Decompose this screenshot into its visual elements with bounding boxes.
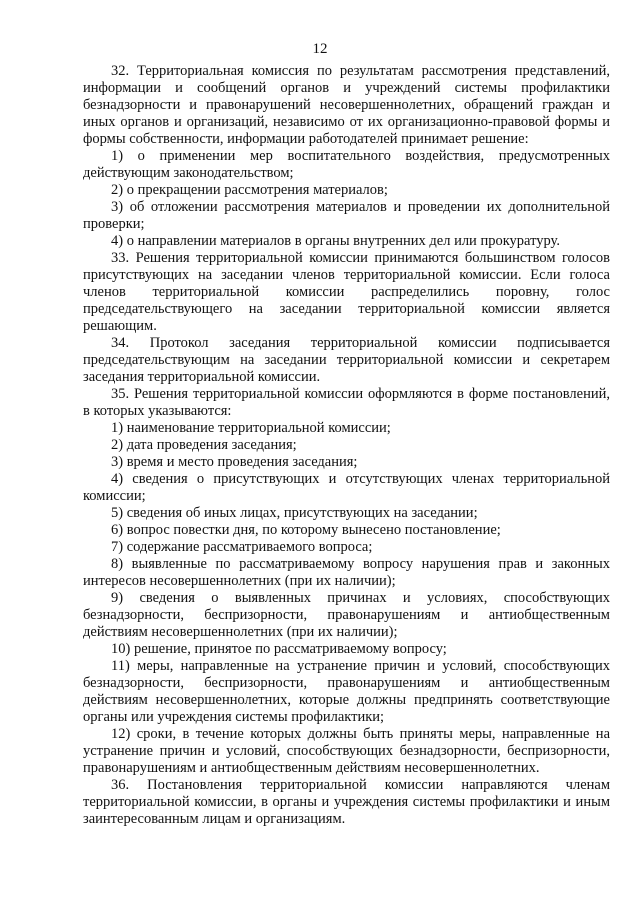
paragraph-33: 33. Решения территориальной комиссии принимаются большинством голосов присутствующих на заседании членов территориальной комиссии. Если голоса членов территориальной комиссии распределились поровну, голос председательствующего на заседании территориальной комиссии является решающим. [83,250,610,334]
page-number: 12 [312,41,328,57]
list-item-32-3: 3) об отложении рассмотрения материалов и проведении их дополнительной проверки; [83,199,610,232]
list-item-35-10: 10) решение, принятое по рассматриваемому вопросу; [111,641,447,657]
list-item-35-3: 3) время и место проведения заседания; [111,454,358,470]
list-item-32-1: 1) о применении мер воспитательного воздействия, предусмотренных действующим законодательством; [83,148,610,181]
list-item-32-2: 2) о прекращении рассмотрения материалов; [111,182,388,198]
list-item-35-5: 5) сведения об иных лицах, присутствующих на заседании; [111,505,478,521]
list-item-35-7: 7) содержание рассматриваемого вопроса; [111,539,373,555]
list-item-35-8: 8) выявленные по рассматриваемому вопросу нарушения прав и законных интересов несовершеннолетних (при их наличии); [83,556,610,589]
list-item-35-6: 6) вопрос повестки дня, по которому вынесено постановление; [111,522,501,538]
list-item-35-4: 4) сведения о присутствующих и отсутствующих членах территориальной комиссии; [83,471,610,504]
paragraph-34: 34. Протокол заседания территориальной комиссии подписывается председательствующим на заседании территориальной комиссии и секретарем заседания территориальной комиссии. [83,335,610,385]
list-item-35-1: 1) наименование территориальной комиссии; [111,420,391,436]
paragraph-36: 36. Постановления территориальной комиссии направляются членам территориальной комиссии, в органы и учреждения системы профилактики и иным заинтересованным лицам и организациям. [83,777,610,827]
paragraph-32: 32. Территориальная комиссия по результатам рассмотрения представлений, информации и сообщений органов и учреждений системы профилактики безнадзорности и правонарушений несовершеннолетних, обращений граждан и иных органов и организаций, независимо от их организационно-правовой формы и формы собственности, информации работодателей принимает решение: [83,63,610,147]
document-body [83,63,610,828]
list-item-35-9: 9) сведения о выявленных причинах и условиях, способствующих безнадзорности, беспризорности, правонарушениям и антиобщественным действиям несовершеннолетних (при их наличии); [83,590,610,640]
list-item-35-2: 2) дата проведения заседания; [111,437,297,453]
list-item-35-11: 11) меры, направленные на устранение причин и условий, способствующих безнадзорности, беспризорности, правонарушениям и антиобщественным действиям несовершеннолетних, которые должны предпринять соответствующие органы или учреждения системы профилактики; [83,658,610,725]
list-item-32-4: 4) о направлении материалов в органы внутренних дел или прокуратуру. [111,233,560,249]
list-item-35-12: 12) сроки, в течение которых должны быть приняты меры, направленные на устранение причин и условий, способствующих безнадзорности, беспризорности, правонарушениям и антиобщественным действиям несовершеннолетних. [83,726,610,776]
paragraph-35: 35. Решения территориальной комиссии оформляются в форме постановлений, в которых указываются: [83,386,610,419]
